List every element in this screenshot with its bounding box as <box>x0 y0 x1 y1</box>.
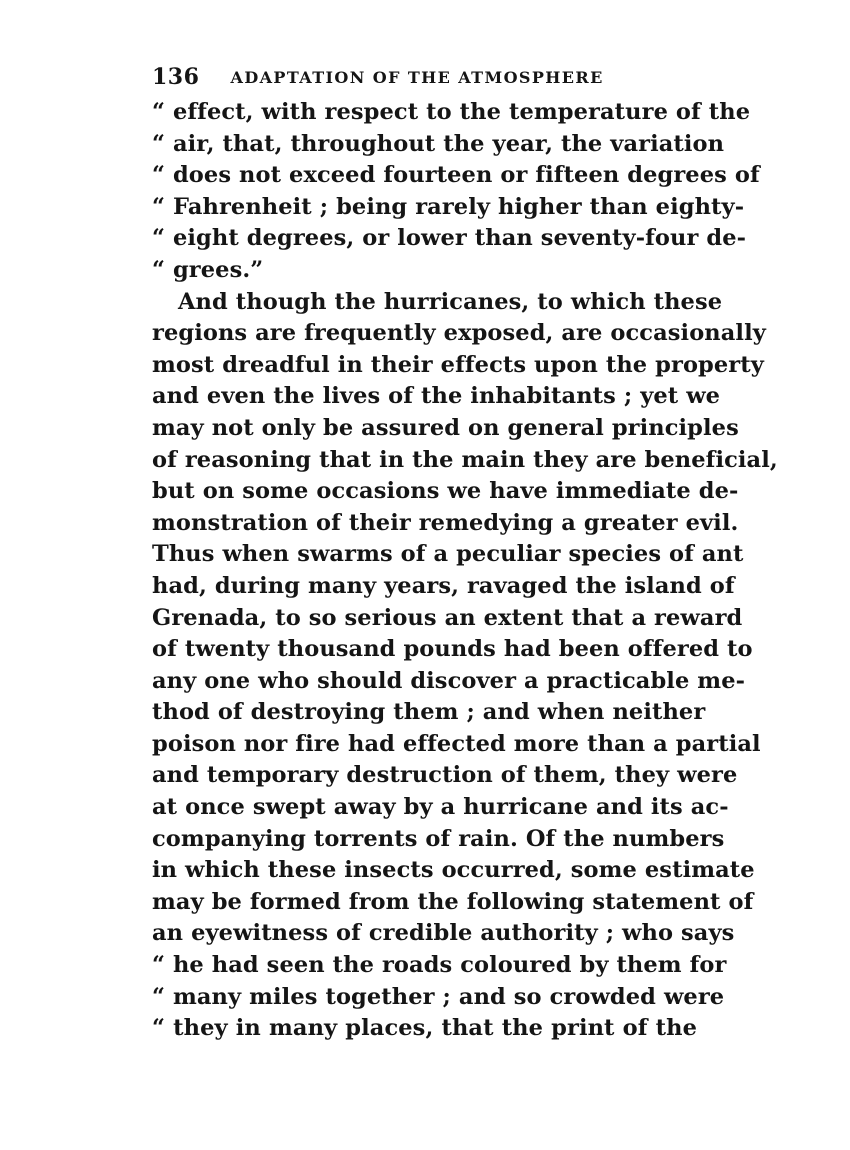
text-line: “ does not exceed fourteen or fifteen degrees of <box>152 162 760 189</box>
text-line: “ air, that, throughout the year, the variation <box>152 130 725 157</box>
text-line: “ he had seen the roads coloured by them for <box>152 952 727 979</box>
text-line: “ grees.” <box>152 256 264 283</box>
book-page <box>152 62 778 1045</box>
text-line: “ they in many places, that the print of the <box>152 1015 697 1042</box>
text-line: “ many miles together ; and so crowded were <box>152 983 725 1010</box>
text-line: but on some occasions we have immediate de- <box>152 478 739 505</box>
text-line: Grenada, to so serious an extent that a reward <box>152 604 743 631</box>
text-line: “ Fahrenheit ; being rarely higher than eighty- <box>152 193 745 220</box>
text-line: monstration of their remedying a greater evil. <box>152 509 739 536</box>
text-line: And though the hurricanes, to which these <box>178 288 723 315</box>
body-text <box>152 97 778 1045</box>
text-line: had, during many years, ravaged the island of <box>152 572 735 599</box>
text-line: may be formed from the following statement of <box>152 888 754 915</box>
text-line: “ eight degrees, or lower than seventy-four de- <box>152 225 747 252</box>
text-line: of reasoning that in the main they are beneficial, <box>152 446 778 473</box>
text-line: most dreadful in their effects upon the property <box>152 351 764 378</box>
text-line: companying torrents of rain. Of the numbers <box>152 825 725 852</box>
text-line: “ effect, with respect to the temperature of the <box>152 99 751 125</box>
text-line: poison nor fire had effected more than a partial <box>152 730 761 757</box>
text-line: thod of destroying them ; and when neither <box>152 699 706 726</box>
text-line: and even the lives of the inhabitants ; yet we <box>152 383 721 410</box>
text-line: at once swept away by a hurricane and its ac- <box>152 794 729 821</box>
running-head <box>152 62 697 92</box>
text-line: an eyewitness of credible authority ; who says <box>152 920 735 947</box>
text-line: Thus when swarms of a peculiar species of ant <box>152 541 744 568</box>
page-number: 136 <box>152 64 200 90</box>
text-line: in which these insects occurred, some estimate <box>152 857 755 884</box>
text-line: regions are frequently exposed, are occasionally <box>152 320 766 347</box>
text-line: any one who should discover a practicable me- <box>152 667 746 694</box>
text-line: may not only be assured on general principles <box>152 414 739 441</box>
running-title: ADAPTATION OF THE ATMOSPHERE <box>230 68 604 87</box>
text-line: and temporary destruction of them, they were <box>152 762 738 789</box>
text-line: of twenty thousand pounds had been offered to <box>152 636 753 663</box>
